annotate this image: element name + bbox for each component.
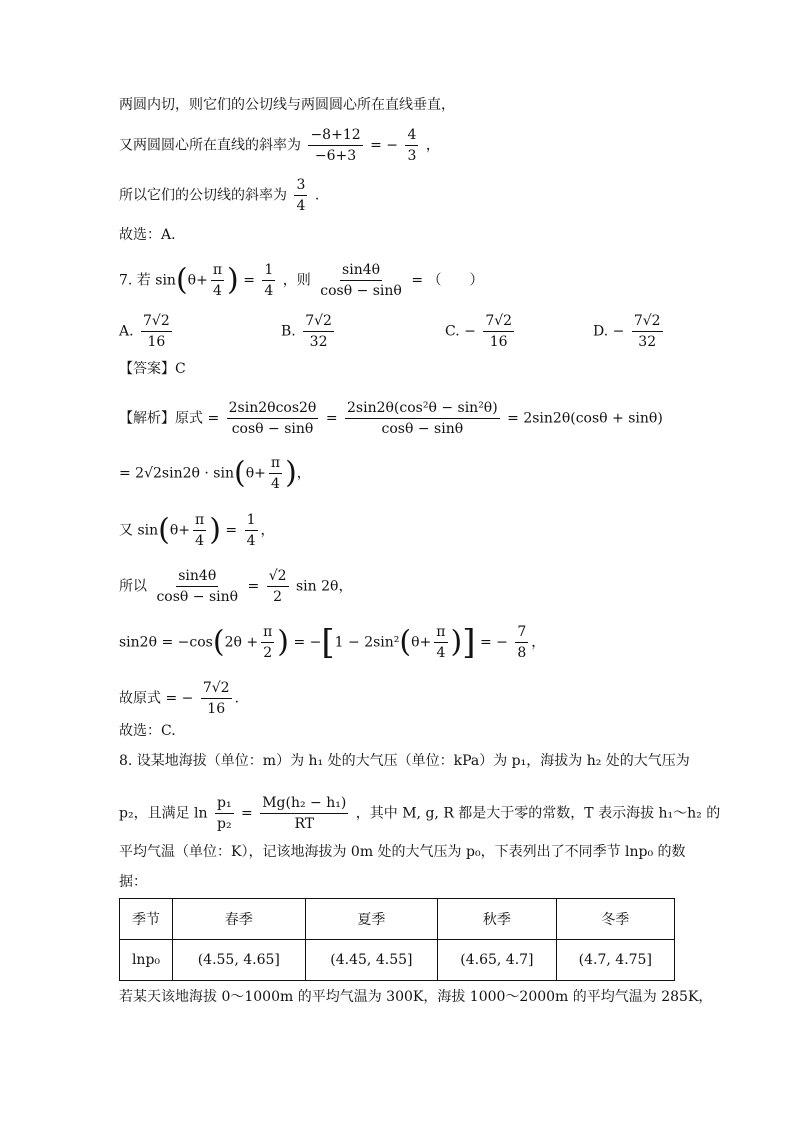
- option-d-frac: [632, 313, 663, 350]
- analysis-step-3: = 2sin2θ(cosθ + sinθ): [507, 410, 663, 427]
- e-lbrack: [: [321, 622, 335, 663]
- c-rparen: ): [209, 512, 221, 548]
- table-row-label: lnp₀: [120, 940, 173, 981]
- d-frac-2: [267, 568, 289, 605]
- q8-l2b: ，其中 M, g, R 都是大于零的常数，T 表示海拔 h₁～h₂ 的: [355, 805, 721, 822]
- b-pi-frac: [269, 455, 282, 492]
- e-pi-frac-2: [434, 624, 447, 661]
- q7-analysis-5: sin2θ = −cos(2θ + $\frac{\pi}{2}$ ) = −[1 − 2sin²(θ+ $\frac{\pi}{4}$ )] = − $\frac{7}{8}$ ，: [119, 622, 546, 663]
- e-pi-2: π: [434, 624, 447, 643]
- option-a-label: A.: [119, 323, 134, 340]
- tangent-fraction: [294, 177, 307, 214]
- e-two: 2: [263, 645, 273, 661]
- table-cell: (4.45, 4.55]: [305, 940, 438, 981]
- q7-analysis-3: 又 sin(θ+ $\frac{\pi}{4}$ ) = $\frac{1}{4}$ ，: [119, 512, 275, 549]
- e-res-den: 8: [517, 645, 527, 661]
- c-rhs: [245, 512, 258, 549]
- b-pi: π: [269, 455, 282, 474]
- e-mid: = −: [293, 634, 322, 651]
- b-four: 4: [271, 476, 280, 492]
- d-frac: [154, 568, 240, 605]
- option-a-num: 7√2: [141, 313, 172, 332]
- q8-line-3: 平均气温（单位：K），记该地海拔为 0m 处的大气压为 p₀，下表列出了不同季节 lnp₀ 的数: [119, 844, 686, 860]
- q7-stem: [119, 262, 484, 299]
- q7-rhs-num: 1: [262, 262, 275, 281]
- option-c-frac: [483, 313, 514, 350]
- text-line-2: [119, 127, 440, 164]
- f-den: 16: [207, 701, 226, 717]
- table-cell: (4.7, 4.75]: [556, 940, 674, 981]
- slope-fraction: [308, 127, 362, 164]
- q7-pi: π: [211, 262, 224, 281]
- tangent-den: 4: [296, 198, 306, 214]
- q7-conclusion: 故选：C.: [119, 723, 176, 739]
- option-b[interactable]: [281, 313, 337, 350]
- tangent-num: 3: [294, 177, 307, 196]
- q7-query-end: = （ ）: [411, 272, 484, 289]
- f-frac: [201, 680, 232, 717]
- option-b-frac: [303, 313, 334, 350]
- analysis-d1: 所以: [119, 578, 147, 595]
- table-header-cell: 春季: [173, 899, 306, 940]
- table-cell: (4.55, 4.65]: [173, 940, 306, 981]
- option-c-num: 7√2: [483, 313, 514, 332]
- analysis-e1: sin2θ = −cos: [119, 634, 213, 651]
- option-d-sign: −: [612, 323, 625, 340]
- q7-answer: 【答案】C: [119, 361, 186, 377]
- q8-l2a: p₂，且满足 ln: [119, 805, 208, 822]
- d-num2: √2: [267, 568, 289, 587]
- e-res: [515, 624, 528, 661]
- q8-line-2: [119, 795, 720, 832]
- slope-result: [405, 127, 418, 164]
- option-a-frac: [141, 313, 172, 350]
- b-rparen: ): [285, 455, 297, 491]
- option-a[interactable]: [119, 313, 175, 350]
- e-inner: 1 − 2sin²: [334, 634, 400, 651]
- q7-analysis-4: 所以 $\frac{\sin 4\theta}{\cos\theta - \sin\theta}$ = $\frac{√2}{2}$ sin 2θ，: [119, 568, 353, 605]
- e-four-2: 4: [436, 645, 446, 661]
- q8-line-5: 若某天该地海拔 0～1000m 的平均气温为 300K，海拔 1000～2000m 的平均气温为 285K，: [119, 989, 713, 1005]
- q8-frac-1-num: p₁: [215, 795, 234, 814]
- slope-eq: = −: [370, 137, 399, 154]
- analysis-frac-1-den: cosθ − sinθ: [231, 421, 314, 437]
- q8-frac-2-num: Mg(h₂ − h₁): [260, 795, 348, 814]
- option-c-label: C.: [445, 323, 460, 340]
- table-cell: (4.65, 4.7]: [438, 940, 556, 981]
- table-row: [120, 940, 675, 981]
- slope-tail: ，: [425, 137, 440, 154]
- option-b-label: B.: [281, 323, 296, 340]
- c-rhs-num: 1: [245, 512, 258, 531]
- q8-frac-2-den: RT: [294, 816, 315, 832]
- q7-four: 4: [212, 283, 222, 299]
- c-lparen: (: [158, 512, 170, 548]
- option-d-den: 32: [638, 334, 657, 350]
- q7-analysis-6: 故原式 = − $\frac{7√2}{16}$ .: [119, 680, 240, 717]
- option-a-den: 16: [147, 334, 166, 350]
- c-rhs-den: 4: [246, 533, 256, 549]
- option-d-label: D.: [593, 323, 609, 340]
- q7-analysis-1: 【解析】原式 = $\frac{2\sin 2\theta\cos 2\theta}{\cos\theta - \sin\theta}$ = $\frac{\text{2sin2θ(cos²θ − sin²θ)}}{\cos\theta - \sin\theta}$ = 2sin2θ(cosθ + sinθ): [119, 400, 663, 437]
- q8-line-1: 8. 设某地海拔（单位：m）为 h₁ 处的大气压（单位：kPa）为 p₁，海拔为 h₂ 处的大气压为: [119, 753, 690, 769]
- f-num: 7√2: [201, 680, 232, 699]
- analysis-f1: 故原式 = −: [119, 690, 194, 707]
- table-header-cell: 冬季: [556, 899, 674, 940]
- q7-lparen: (: [175, 262, 188, 298]
- q7-rparen: ): [227, 262, 239, 298]
- q7-rhs-den: 4: [264, 283, 274, 299]
- d-den2: 2: [273, 589, 283, 605]
- option-c-sign: −: [464, 323, 476, 340]
- table-header-cell: 秋季: [438, 899, 556, 940]
- e-arg: 2θ +: [224, 634, 259, 651]
- e-pi: π: [261, 624, 274, 643]
- c-arg: θ+: [169, 522, 191, 539]
- q7-sin: sin: [155, 272, 176, 289]
- text-line-3: [119, 177, 319, 214]
- season-table: [119, 898, 675, 981]
- d-num: sin4θ: [176, 568, 218, 587]
- e-lparen-2: (: [399, 624, 412, 660]
- analysis-c1: 又 sin: [119, 522, 159, 539]
- table-header-row: [120, 899, 675, 940]
- q8-eq: =: [241, 805, 253, 822]
- d-tail: sin 2θ，: [296, 578, 353, 595]
- q7-query-den: cosθ − sinθ: [320, 283, 402, 299]
- e-arg-2: θ+: [411, 634, 432, 651]
- e-rbrack: ]: [462, 622, 476, 663]
- analysis-frac-1-num: 2sin2θcos2θ: [227, 400, 319, 419]
- slope-text: 又两圆圆心所在直线的斜率为: [119, 137, 301, 154]
- e-res-num: 7: [515, 624, 528, 643]
- e-lparen: (: [212, 624, 225, 660]
- analysis-frac-2-den: cosθ − sinθ: [381, 421, 464, 437]
- option-c[interactable]: [445, 313, 517, 350]
- q8-frac-1: [215, 795, 234, 832]
- option-d-num: 7√2: [632, 313, 663, 332]
- slope-res-den: 3: [407, 148, 417, 164]
- tangent-text: 所以它们的公切线的斜率为: [119, 187, 287, 204]
- text-line-4: 故选：A.: [119, 227, 176, 243]
- table-header-cell: 夏季: [305, 899, 438, 940]
- analysis-b1: = 2√2sin2θ · sin: [119, 465, 234, 482]
- c-pi-frac: [193, 512, 206, 549]
- q7-arg: θ+: [187, 272, 208, 289]
- e-rparen-2: ): [450, 624, 463, 660]
- analysis-frac-2-num: 2sin2θ(cos²θ − sin²θ): [345, 400, 500, 419]
- analysis-frac-2: [345, 400, 500, 437]
- option-d[interactable]: [593, 313, 666, 350]
- q7-pi-frac: [211, 262, 224, 299]
- table-header-cell: 季节: [120, 899, 173, 940]
- q7-query: [318, 262, 404, 299]
- q7-eq: =: [243, 272, 255, 289]
- option-c-den: 16: [489, 334, 508, 350]
- q8-line-4: 据：: [119, 874, 147, 890]
- option-b-num: 7√2: [303, 313, 334, 332]
- option-b-den: 32: [309, 334, 328, 350]
- q7-rhs: [262, 262, 275, 299]
- q7-then: ，则: [282, 272, 311, 289]
- e-rparen: ): [277, 624, 290, 660]
- q7-query-num: sin4θ: [340, 262, 382, 281]
- b-lparen: (: [233, 455, 246, 491]
- d-den: cosθ − sinθ: [156, 589, 239, 605]
- c-pi: π: [193, 512, 206, 531]
- tangent-tail: .: [314, 187, 320, 204]
- q8-frac-2: [260, 795, 348, 832]
- slope-den: −6+3: [314, 148, 357, 164]
- text-line-1: 两圆内切，则它们的公切线与两圆圆心所在直线垂直，: [119, 97, 455, 113]
- e-pi-frac: [261, 624, 274, 661]
- slope-res-num: 4: [405, 127, 418, 146]
- q8-frac-1-den: p₂: [216, 816, 232, 832]
- slope-num: −8+12: [308, 127, 362, 146]
- analysis-tag: 【解析】原式: [119, 410, 203, 427]
- b-arg: θ+: [245, 465, 266, 482]
- c-four: 4: [195, 533, 205, 549]
- analysis-frac-1: [227, 400, 319, 437]
- q7-analysis-2: = 2√2sin2θ · sin(θ+ $\frac{\pi}{4}$ )，: [119, 455, 311, 492]
- q7-prefix: 7. 若: [119, 272, 151, 289]
